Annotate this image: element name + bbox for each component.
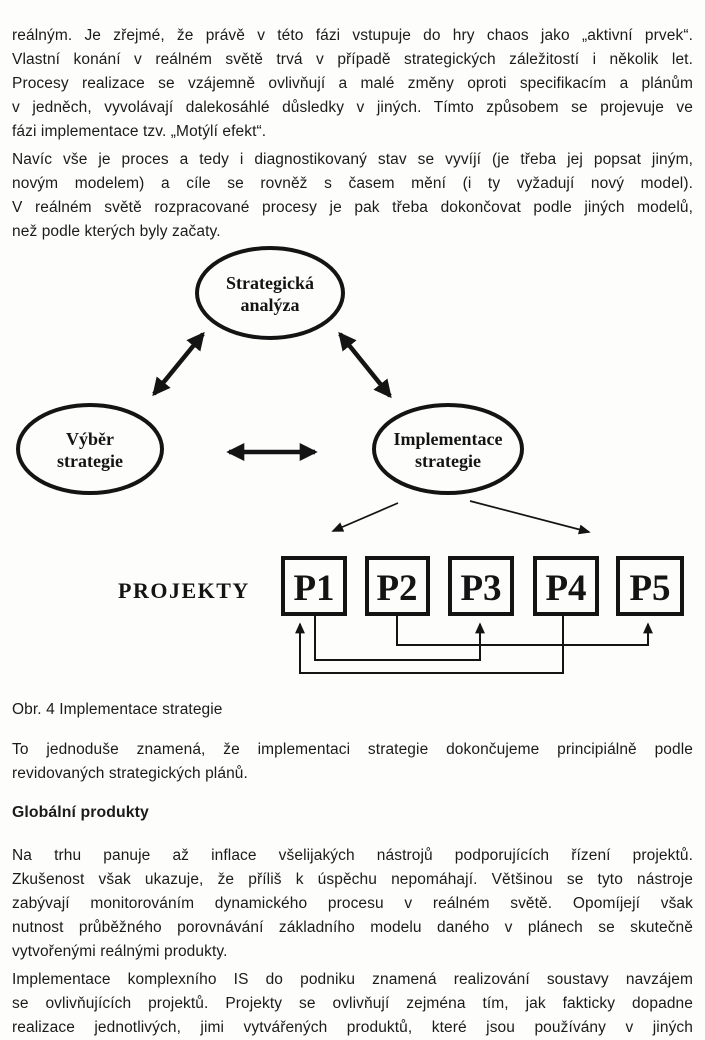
paragraph-4: [12, 844, 693, 964]
paragraph-3: [12, 738, 693, 786]
connector-p4-to-p1: [300, 614, 563, 673]
node-label: Strategická: [226, 273, 314, 293]
arrow-implementace-to-projects-right: [470, 501, 589, 532]
text-line: novým modelem) a cíle se rovněž s časem mění (i ty vyžadují nový model).: [12, 175, 693, 192]
text-line: nutnost průběžného porovnávání základního modelu daného v plánech se skutečně: [12, 919, 693, 936]
text-line: Obr. 4 Implementace strategie: [12, 701, 223, 718]
heading-text: Globální produkty: [12, 804, 149, 821]
text-line: realizace jednotlivých, jimi vytvářených produktů, které jsou používány v jiných: [12, 1019, 693, 1036]
text-line: Procesy realizace se vzájemně ovlivňují a malé změny oproti specifikacím a plánům: [12, 75, 693, 92]
text-line: vytvořenými reálnými produkty.: [12, 943, 228, 960]
node-label: Implementace: [393, 429, 503, 449]
text-line: To jednoduše znamená, že implementaci strategie dokončujeme principiálně podle: [12, 741, 693, 758]
project-label: P3: [460, 568, 502, 609]
node-strategicka-analyza: [197, 248, 343, 338]
text-line: Na trhu panuje až inflace všelijakých nástrojů podporujících řízení projektů.: [12, 847, 693, 864]
double-arrow-analyza-implementace: [340, 334, 390, 396]
text-line: zabývají monitorováním dynamického procesu v reálném světě. Opomíjejí však: [12, 895, 693, 912]
text-line: reálným. Je zřejmé, že právě v této fázi vstupuje do hry chaos jako „aktivní prvek“.: [12, 27, 693, 44]
text-line: Vlastní konání v reálném světě trvá v případě strategických záležitostí i několik let.: [12, 51, 693, 68]
project-label: P4: [545, 568, 587, 609]
text-line: Navíc vše je proces a tedy i diagnostikovaný stav se vyvíjí (je třeba jej popsat jiným,: [12, 151, 693, 168]
text-line: V reálném světě rozpracované procesy je pak třeba dokončovat podle jiných modelů,: [12, 199, 693, 216]
text-line: v jedněch, vyvolávají dalekosáhlé důsledky v jiných. Tímto způsobem se projevuje ve: [12, 99, 693, 116]
node-label: Výběr: [66, 429, 114, 449]
text-line: Implementace komplexního IS do podniku znamená realizování soustavy navzájem: [12, 971, 693, 988]
node-implementace-strategie: [374, 405, 522, 493]
text-line: se ovlivňujících projektů. Projekty se ovlivňují zejména tím, jak fakticky dopadne: [12, 995, 693, 1012]
paragraph-2: [12, 148, 693, 244]
node-label: strategie: [415, 451, 481, 471]
connector-p2-to-p5: [397, 614, 648, 645]
project-label: P5: [629, 568, 671, 609]
section-heading: [12, 801, 693, 825]
figure-caption: [12, 698, 693, 722]
arrow-implementace-to-projects-left: [333, 503, 398, 531]
projects-row-label: PROJEKTY: [118, 578, 250, 603]
text-line: než podle kterých byly začaty.: [12, 223, 221, 240]
text-line: Zkušenost však ukazuje, že příliš k úspěchu nepomáhají. Většinou se tyto nástroje: [12, 871, 693, 888]
node-label: strategie: [57, 451, 123, 471]
paragraph-5: [12, 968, 693, 1040]
project-label: P2: [376, 568, 418, 609]
node-vyber-strategie: [18, 405, 162, 493]
strategy-diagram-figure: [0, 240, 705, 700]
paragraph-1: [12, 24, 693, 144]
node-label: analýza: [240, 295, 300, 315]
double-arrow-analyza-vyber: [154, 334, 203, 394]
text-line: revidovaných strategických plánů.: [12, 765, 248, 782]
project-label: P1: [293, 568, 335, 609]
text-line: fázi implementace tzv. „Motýlí efekt“.: [12, 123, 267, 140]
